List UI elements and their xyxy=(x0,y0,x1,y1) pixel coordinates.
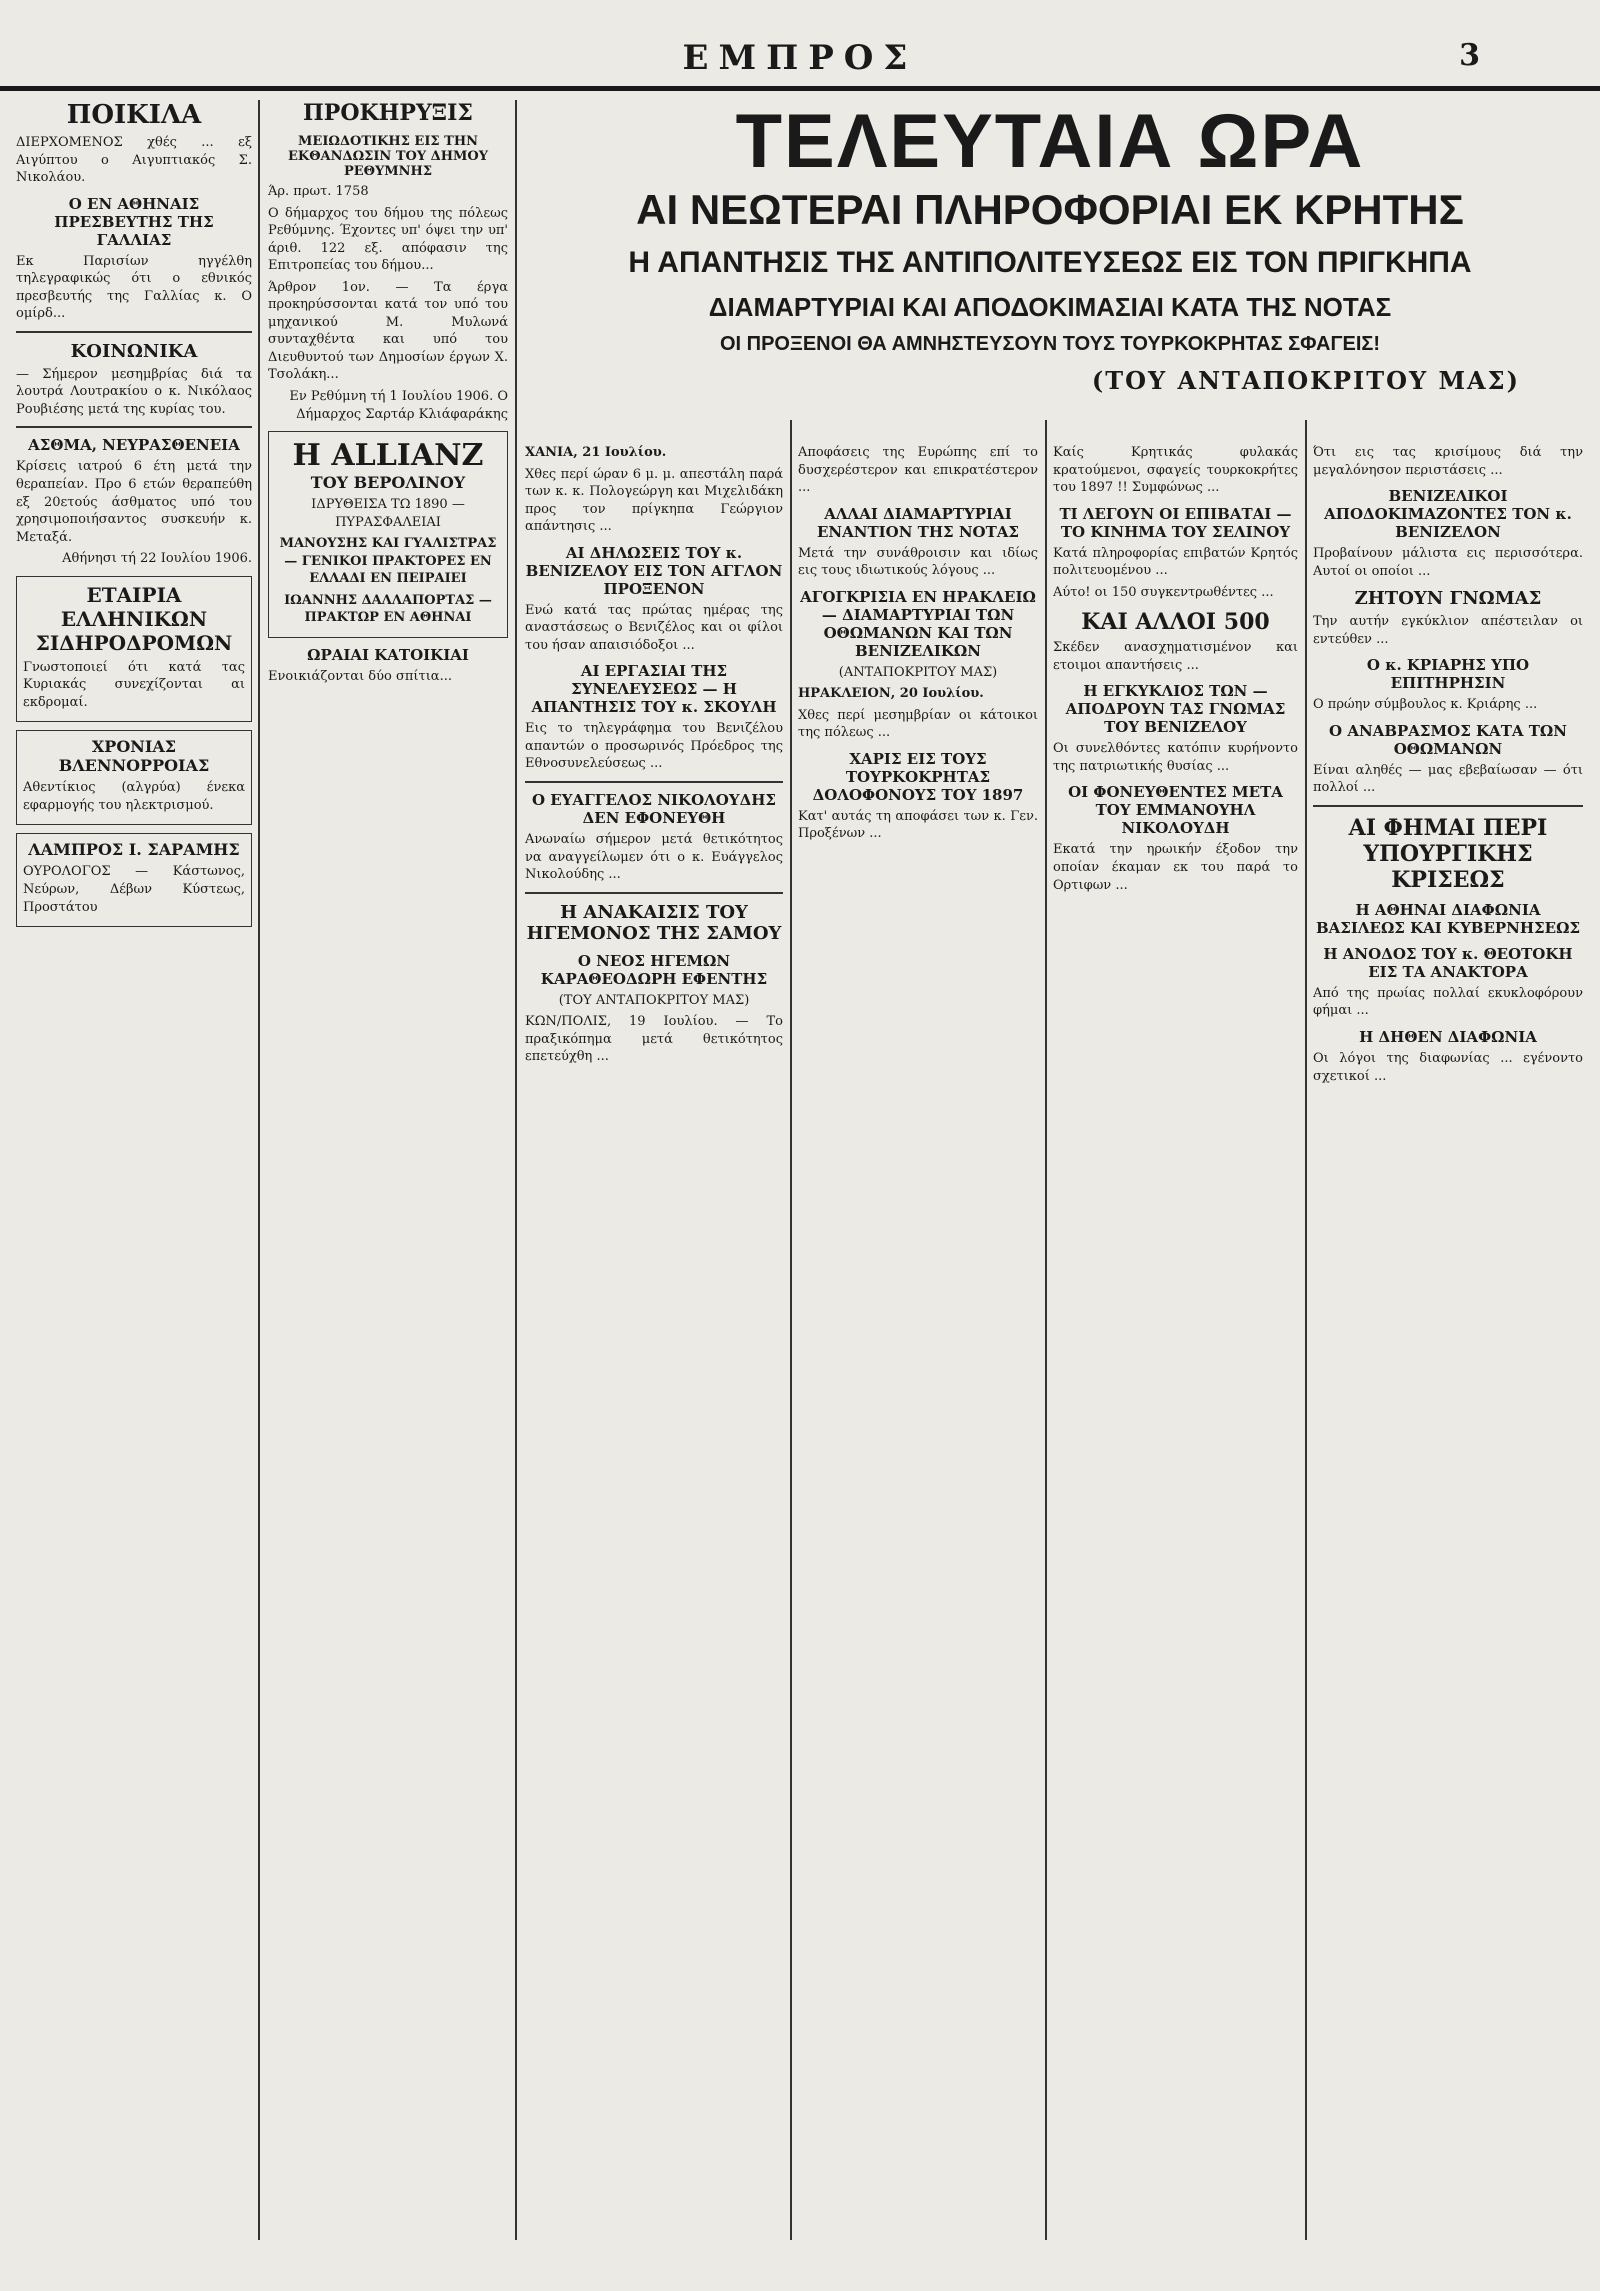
article-text: Προβαίνουν μάλιστα εις περισσότερα. Αυτοί οι οποίοι ... xyxy=(1313,546,1583,579)
ad-title: ΕΤΑΙΡΙΑ ΕΛΛΗΝΙΚΩΝ ΣΙΔΗΡΟΔΡΟΜΩΝ xyxy=(35,582,233,655)
byline: (ΤΟΥ ΑΝΤΑΠΟΚΡΙΤΟΥ ΜΑΣ) xyxy=(558,992,750,1008)
article-text: Ο πρώην σύμβουλος κ. Κριάρης ... xyxy=(1313,697,1538,713)
article-heading: Η ΔΗΘΕΝ ΔΙΑΦΩΝΙΑ xyxy=(1359,1028,1537,1047)
article-text: Οι λόγοι της διαφωνίας ... εγένοντο σχετικοί ... xyxy=(1313,1051,1583,1084)
article-heading: ΩΡΑΙΑΙ ΚΑΤΟΙΚΙΑΙ xyxy=(307,645,469,664)
column-rule xyxy=(1305,420,1307,2240)
column-6 xyxy=(1313,440,1583,2240)
article-text: Αποφάσεις της Ευρώπης επί το δυσχερέστερον και επικρατέστερον ... xyxy=(798,445,1038,496)
article-text: ΔΙΕΡΧΟΜΕΝΟΣ χθές ... εξ Αιγύπτου ο Αιγυπτιακός Σ. Νικολάου. xyxy=(16,135,252,186)
column-rule xyxy=(258,100,260,2240)
article-heading: Ο ΑΝΑΒΡΑΣΜΟΣ ΚΑΤΑ ΤΩΝ ΟΘΩΜΑΝΩΝ xyxy=(1329,721,1567,758)
article-heading: ΧΑΡΙΣ ΕΙΣ ΤΟΥΣ ΤΟΥΡΚΟΚΡΗΤΑΣ ΔΟΛΟΦΟΝΟΥΣ ΤΟΥ 1897 xyxy=(812,749,1024,804)
article-text: Ανωναίω σήμερον μετά θετικότητος να αναγγείλωμεν ότι ο κ. Ευάγγελος Νικολούδης ... xyxy=(525,832,783,883)
article-heading: ΑΓΟΓΚΡΙΣΙΑ ΕΝ ΗΡΑΚΛΕΙΩ — ΔΙΑΜΑΡΤΥΡΙΑΙ ΤΩΝ ΟΘΩΜΑΝΩΝ ΚΑΙ ΤΩΝ ΒΕΝΙΖΕΛΙΚΩΝ xyxy=(800,587,1036,660)
article-heading: ΑΛΛΑΙ ΔΙΑΜΑΡΤΥΡΙΑΙ ΕΝΑΝΤΙΟΝ ΤΗΣ ΝΟΤΑΣ xyxy=(816,504,1020,541)
column-2 xyxy=(268,100,508,2240)
column-1 xyxy=(16,100,252,2240)
section-title: ΚΟΙΝΩΝΙΚΑ xyxy=(70,340,198,362)
ad-subtitle: ΤΟΥ ΒΕΡΟΛΙΝΟΥ xyxy=(310,473,466,493)
headline-line: ΔΙΑΜΑΡΤΥΡΙΑΙ ΚΑΙ ΑΠΟΔΟΚΙΜΑΣΙΑΙ ΚΑΤΑ ΤΗΣ ΝΟΤΑΣ xyxy=(708,292,1392,322)
ad-text: ΜΑΝΟΥΣΗΣ ΚΑΙ ΓΥΑΛΙΣΤΡΑΣ — ΓΕΝΙΚΟΙ ΠΡΑΚΤΟΡΕΣ ΕΝ ΕΛΛΑΔΙ ΕΝ ΠΕΙΡΑΙΕΙ xyxy=(279,536,497,587)
ad-title: ΛΑΜΠΡΟΣ Ι. ΣΑΡΑΜΗΣ xyxy=(28,840,240,860)
divider xyxy=(525,892,783,894)
article-heading: ΜΕΙΩΔΟΤΙΚΗΣ ΕΙΣ ΤΗΝ ΕΚΘΑΝΔΩΣΙΝ ΤΟΥ ΔΗΜΟΥ ΡΕΘΥΜΝΗΣ xyxy=(287,134,488,179)
article-text: Χθες περί μεσημβρίαν οι κάτοικοι της πόλεως ... xyxy=(798,707,1038,741)
article-heading: Ο ΝΕΟΣ ΗΓΕΜΩΝ ΚΑΡΑΘΕΟΔΩΡΗ ΕΦΕΝΤΗΣ xyxy=(540,951,768,988)
reference-number: Άρ. πρωτ. 1758 xyxy=(268,184,369,199)
dateline: ΗΡΑΚΛΕΙΟΝ, 20 Ιουλίου. xyxy=(798,686,984,702)
headline-subtitle: ΑΙ ΝΕΩΤΕΡΑΙ ΠΛΗΡΟΦΟΡΙΑΙ ΕΚ ΚΡΗΤΗΣ xyxy=(636,186,1464,233)
article-heading: Η ΑΘΗΝΑΙ ΔΙΑΦΩΝΙΑ ΒΑΣΙΛΕΩΣ ΚΑΙ ΚΥΒΕΡΝΗΣΕΩΣ xyxy=(1315,900,1581,937)
advertisement xyxy=(268,431,508,638)
article-heading: ΑΙ ΕΡΓΑΣΙΑΙ ΤΗΣ ΣΥΝΕΛΕΥΣΕΩΣ — Η ΑΠΑΝΤΗΣΙΣ ΤΟΥ κ. ΣΚΟΥΛΗ xyxy=(531,662,777,717)
divider xyxy=(1313,805,1583,807)
column-rule xyxy=(1045,420,1047,2240)
article-text: Την αυτήν εγκύκλιον απέστειλαν οι εντεύθεν ... xyxy=(1313,614,1583,647)
column-rule xyxy=(515,100,517,2240)
ad-text: ΙΔΡΥΘΕΙΣΑ ΤΩ 1890 — ΠΥΡΑΣΦΑΛΕΙΑΙ xyxy=(311,497,465,530)
ad-text: ΙΩΑΝΝΗΣ ΔΑΛΛΑΠΟΡΤΑΣ — ΠΡΑΚΤΩΡ ΕΝ ΑΘΗΝΑΙ xyxy=(284,592,492,626)
ad-text: Γνωστοποιεί ότι κατά τας Κυριακάς συνεχίζονται αι εκδρομαί. xyxy=(23,659,245,710)
headline-line: ΟΙ ΠΡΟΞΕΝΟΙ ΘΑ ΑΜΝΗΣΤΕΥΣΟΥΝ ΤΟΥΣ ΤΟΥΡΚΟΚΡΗΤΑΣ ΣΦΑΓΕΙΣ! xyxy=(719,333,1381,355)
page-number: 3 xyxy=(1459,38,1480,73)
section-title: ΠΟΙΚΙΛΑ xyxy=(66,100,202,130)
article-text: Άρθρον 1ον. — Τα έργα προκηρύσσονται κατά τον υπό του μηχανικού Μ. Μυλωνά συνταχθέντα και υπό του Διευθυντού των Δημοσίων έργων Χ. Τσολάκη... xyxy=(268,279,508,383)
column-3 xyxy=(525,440,783,2240)
divider xyxy=(16,331,252,333)
article-text: Ο δήμαρχος του δήμου της πόλεως Ρεθύμνης. Έχοντες υπ' όψει την υπ' άριθ. 122 εξ. απόφασιν της Επιτροπείας του δήμου... xyxy=(268,205,508,274)
headline-title: ΤΕΛΕΥΤΑΙΑ ΩΡΑ xyxy=(735,99,1365,184)
article-heading: ΑΙ ΦΗΜΑΙ ΠΕΡΙ ΥΠΟΥΡΓΙΚΗΣ ΚΡΙΣΕΩΣ xyxy=(1348,814,1548,893)
article-text: Είναι αληθές — μας εβεβαίωσαν — ότι πολλοί ... xyxy=(1313,762,1583,796)
main-headline-block xyxy=(520,99,1580,395)
article-heading: Η ΕΓΚΥΚΛΙΟΣ ΤΩΝ — ΑΠΟΔΡΟΥΝ ΤΑΣ ΓΝΩΜΑΣ ΤΟΥ ΒΕΝΙΖΕΛΟΥ xyxy=(1065,682,1286,737)
advertisement xyxy=(16,730,252,825)
article-text: Κατά πληροφορίας επιβατών Κρητός πολιτευομένου ... xyxy=(1053,545,1298,579)
article-heading: ΑΣΘΜΑ, ΝΕΥΡΑΣΘΕΝΕΙΑ xyxy=(28,436,240,455)
article-text: — Σήμερον μεσημβρίας διά τα λουτρά Λουτρακίου ο κ. Νικόλαος Ρουβιέσης μετά της κυρίας του. xyxy=(16,366,252,417)
article-heading: ΑΙ ΔΗΛΩΣΕΙΣ ΤΟΥ κ. ΒΕΝΙΖΕΛΟΥ ΕΙΣ ΤΟΝ ΑΓΓΛΟΝ ΠΡΟΞΕΝΟΝ xyxy=(525,543,783,598)
article-date: Αθήνησι τή 22 Ιουλίου 1906. xyxy=(62,551,252,567)
article-text: Σκέδεν ανασχηματισμένον και ετοιμοι απαντήσεις ... xyxy=(1053,640,1298,673)
advertisement xyxy=(16,833,252,927)
headline-byline: (ΤΟΥ ΑΝΤΑΠΟΚΡΙΤΟΥ ΜΑΣ) xyxy=(1091,366,1520,395)
dateline: ΧΑΝΙΑ, 21 Ιουλίου. xyxy=(525,445,667,460)
divider xyxy=(525,781,783,783)
ad-text: Αθεντίκιος (αλγρύα) ένεκα εφαρμογής του ηλεκτρισμού. xyxy=(23,780,245,813)
article-text: Καίς Κρητικάς φυλακάς κρατούμενοι, σφαγείς τουρκοκρήτες του 1897 !! Συμφώνως ... xyxy=(1053,445,1298,496)
article-text: ΚΩΝ/ΠΟΛΙΣ, 19 Ιουλίου. — Το πραξικόπημα μετά θετικότητος επετεύχθη ... xyxy=(525,1014,783,1065)
headline-line: Η ΑΠΑΝΤΗΣΙΣ ΤΗΣ ΑΝΤΙΠΟΛΙΤΕΥΣΕΩΣ ΕΙΣ ΤΟΝ ΠΡΙΓΚΗΠΑ xyxy=(628,246,1472,279)
article-text: Αύτο! οι 150 συγκεντρωθέντες ... xyxy=(1053,584,1274,600)
masthead xyxy=(0,38,1600,88)
article-text: Εις το τηλεγράφημα του Βενιζέλου απαντών ο προσωρινός Πρόεδρος της Εθνοσυνελεύσεως ... xyxy=(525,721,783,772)
advertisement xyxy=(16,576,252,723)
article-heading: Η ΑΝΑΚΑΙΣΙΣ ΤΟΥ ΗΓΕΜΟΝΟΣ ΤΗΣ ΣΑΜΟΥ xyxy=(526,901,782,944)
column-5 xyxy=(1053,440,1298,2240)
article-text: Χθες περί ώραν 6 μ. μ. απεστάλη παρά των κ. κ. Πολογεώργη και Μιχελιδάκη προς τον πρίγκηπα Γεώργιον απάντησις ... xyxy=(525,466,783,535)
article-heading: ΒΕΝΙΖΕΛΙΚΟΙ ΑΠΟΔΟΚΙΜΑΖΟΝΤΕΣ ΤΟΝ κ. ΒΕΝΙΖΕΛΟΝ xyxy=(1324,487,1572,542)
article-date: Εν Ρεθύμνη τή 1 Ιουλίου 1906. Ο Δήμαρχος Σαρτάρ Κλιάφαράκης xyxy=(289,389,508,422)
article-heading: ΟΙ ΦΟΝΕΥΘΕΝΤΕΣ ΜΕΤΑ ΤΟΥ ΕΜΜΑΝΟΥΗΛ ΝΙΚΟΛΟΥΔΗ xyxy=(1068,783,1283,838)
ad-title: Η ALLIANZ xyxy=(292,438,484,474)
newspaper-name: ΕΜΠΡΟΣ xyxy=(682,38,918,78)
article-text: Ενοικιάζονται δύο σπίτια... xyxy=(268,668,452,684)
article-text: Οι συνελθόντες κατόπιν κυρήνοντο της πατριωτικής θυσίας ... xyxy=(1053,741,1298,774)
column-4 xyxy=(798,440,1038,2240)
article-heading: Ο ΕΥΑΓΓΕΛΟΣ ΝΙΚΟΛΟΥΔΗΣ ΔΕΝ ΕΦΟΝΕΥΘΗ xyxy=(532,791,776,828)
column-rule xyxy=(790,420,792,2240)
article-heading: ΖΗΤΟΥΝ ΓΝΩΜΑΣ xyxy=(1354,588,1542,610)
article-text: Ενώ κατά τας πρώτας ημέρας της αναστάσεως ο Βενιζέλος και οι φίλοι του ήσαν απαισιόδοξοι ... xyxy=(525,602,783,653)
article-heading: Η ΑΝΟΔΟΣ ΤΟΥ κ. ΘΕΟΤΟΚΗ ΕΙΣ ΤΑ ΑΝΑΚΤΟΡΑ xyxy=(1323,944,1573,981)
article-text: Από της πρωίας πολλαί εκυκλοφόρουν φήμαι ... xyxy=(1313,985,1583,1019)
ad-text: ΟΥΡΟΛΟΓΟΣ — Κάστωνος, Νεύρων, Δέβων Κύστεως, Προστάτου xyxy=(23,864,245,915)
article-text: Κατ' αυτάς τη αποφάσει των κ. Γεν. Προξένων ... xyxy=(798,808,1038,842)
article-heading: Ο κ. ΚΡΙΑΡΗΣ ΥΠΟ ΕΠΙΤΗΡΗΣΙΝ xyxy=(1366,656,1530,693)
ad-title: ΧΡΟΝΙΑΣ ΒΛΕΝΝΟΡΡΟΙΑΣ xyxy=(58,737,210,776)
article-heading: Ο ΕΝ ΑΘΗΝΑΙΣ ΠΡΕΣΒΕΥΤΗΣ ΤΗΣ ΓΑΛΛΙΑΣ xyxy=(54,194,214,249)
article-heading: ΤΙ ΛΕΓΟΥΝ ΟΙ ΕΠΙΒΑΤΑΙ — ΤΟ ΚΙΝΗΜΑ ΤΟΥ ΣΕΛΙΝΟΥ xyxy=(1059,504,1292,541)
article-text: Ότι εις τας κρισίμους διά την μεγαλόνησον περιστάσεις ... xyxy=(1313,445,1583,478)
section-title: ΠΡΟΚΗΡΥΞΙΣ xyxy=(303,100,473,126)
article-text: Κρίσεις ιατρού 6 έτη μετά την θεραπείαν. Προ 6 ετών θεραπεύθη εξ 20ετούς άσθματος υπό του χρησιμοποιήσαντος συσκευήν κ. Μεταξά. xyxy=(16,459,252,545)
top-rule xyxy=(0,86,1600,91)
article-text: Εκ Παρισίων ηγγέλθη τηλεγραφικώς ότι ο εθνικός πρεσβευτής της Γαλλίας κ. Ο ομίρδ... xyxy=(16,253,252,322)
article-text: Μετά την συνάθροισιν και ιδίως εις τους ιδιωτικούς λόγους ... xyxy=(798,545,1038,579)
divider xyxy=(16,426,252,428)
article-text: Εκατά την ηρωικήν έξοδον την οποίαν έκαμαν εκ του παρά το Ορτιφων ... xyxy=(1053,842,1298,893)
article-heading: ΚΑΙ ΑΛΛΟΙ 500 xyxy=(1081,609,1270,636)
byline: (ΑΝΤΑΠΟΚΡΙΤΟΥ ΜΑΣ) xyxy=(838,664,998,680)
